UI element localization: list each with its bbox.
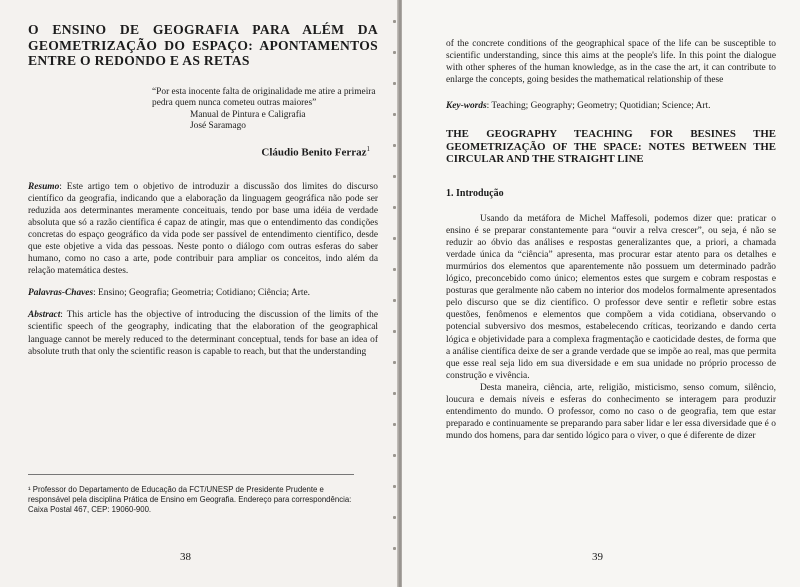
page-number-right: 39: [592, 551, 603, 563]
resumo-text: : Este artigo tem o objetivo de introduzir a discussão dos limites do discurso científico da geografia, indicando que a elaboração da linguagem geográfica não pode ser reduzida aos determinantes meramente conceituais, tendo por base uma idéia de verdade absoluta que só a razão científica é capaz de atingir, mas que o entendimento das condições concretas do espaço geográfico da vida pode ser passível de entendimento científico, desde que este objetive a vida das pessoas. Neste ponto o diálogo com outras esferas do saber humano, como no caso a arte, pode contribuir para ampliar os conceitos, indo além da relação matemática destes.: [28, 181, 378, 277]
intro-paragraph-2: Desta maneira, ciência, arte, religião, misticismo, senso comum, silêncio, loucura e demais níveis e esferas do conhecimento se interagem para produzir entendimento do mundo. O professor, como no caso o de geografia, tem que estar preparado e continuamente se preparando para saber lidar e ler essa diversidade que é o mundo dos homens, para dar sentido lógico para o viver, o que é diferente de dizer: [446, 382, 776, 442]
abstract-label: Abstract: [28, 310, 61, 321]
abstract-continuation: of the concrete conditions of the geographical space of the life can be susceptible to scientific understanding, since this aims at the people's life. In this point the dialogue with other spheres of the human knowledge, as in the case the art, it can contribute to enlarge the concepts, going besides the mathematical relationship of these: [446, 39, 776, 86]
epigraph-source-work: Manual de Pintura e Caligrafia: [190, 109, 306, 120]
palavras-chaves-label: Palavras-Chaves: [28, 288, 94, 299]
author-line: [28, 145, 378, 159]
epigraph-source-author: José Saramago: [190, 121, 246, 132]
binding-marks: [390, 20, 398, 560]
resumo-paragraph: [28, 181, 378, 278]
page-number-left: 38: [180, 551, 191, 563]
section-heading: 1. Introdução: [446, 187, 504, 199]
footnote: ¹ Professor do Departamento de Educação da FCT/UNESP de Presidente Prudente e responsável pela disciplina Prática de Ensino em Geografia. Endereço para correspondência: Caixa Postal 467, CEP: 19060-900.: [28, 474, 354, 515]
epigraph: [152, 87, 378, 133]
abstract-text: : This article has the objective of introducing the discussion of the limits of the scientific speech of the geography, indicating that the elaboration of the geographical language cannot be merely reduced to the determinant conceptual, tends for base an idea of absolute truth that only the scientific reason is capable to reach, but that the understanding: [28, 310, 378, 357]
palavras-chaves-paragraph: [28, 287, 378, 299]
abstract-paragraph: [28, 309, 378, 357]
palavras-chaves-text: : Ensino; Geografia; Geometria; Cotidiano; Ciência; Arte.: [93, 288, 310, 299]
article-title: O ENSINO DE GEOGRAFIA PARA ALÉM DA GEOMETRIZAÇÃO DO ESPAÇO: APONTAMENTOS ENTRE O REDONDO E AS RETAS: [28, 22, 378, 68]
right-page: [402, 0, 800, 587]
english-title: THE GEOGRAPHY TEACHING FOR BESINES THE GEOMETRIZAÇÃO OF THE SPACE: NOTES BETWEEN THE CIRCULAR AND THE STRAIGHT LINE: [446, 128, 776, 166]
keywords-text: : Teaching; Geography; Geometry; Quotidian; Science; Art.: [486, 101, 711, 112]
keywords-paragraph: [446, 100, 776, 112]
author-footnote-marker: 1: [366, 144, 370, 153]
intro-paragraph-1: Usando da metáfora de Michel Maffesoli, podemos dizer que: praticar o ensino é se preparar constantemente para “ouvir a relva crescer”, ou seja, é não se reduzir ao óbvio das análises e respostas generalizantes que, a priori, a chamada verdade única da “ciência” apresenta, mas procurar estar atento para os detalhes e murmúrios dos elementos que aparentemente não possuem um determinado padrão lógico, preconcebido como único; elementos estes que surgem e cobram respostas e posturas que geralmente não cabem no interior dos modelos formalmente apresentados pelo discurso que se diz científico. O professor deve sentir e refletir sobre estas questões, fenômenos e elementos que compõem a vida cotidiana, observando o potencial subversivo dos mesmos, estabelecendo críticas, teorizando e dando certa lógica e objetividade para a complexa fragmentação e caoticidade destes, de forma que a análise científica deixe de ser a grande verdade que se impõe ao real, mas que permita que esse real seja lido em sua diversidade e em sua unidade no próprio processo de construção e vivência.: [446, 213, 776, 381]
epigraph-quote: “Por esta inocente falta de originalidade me atire a primeira pedra quem nunca cometeu outras maiores”: [152, 86, 376, 109]
author-name: Cláudio Benito Ferraz: [261, 146, 367, 159]
keywords-label: Key-words: [446, 101, 487, 112]
left-page: [0, 0, 398, 587]
resumo-label: Resumo: [28, 181, 60, 192]
